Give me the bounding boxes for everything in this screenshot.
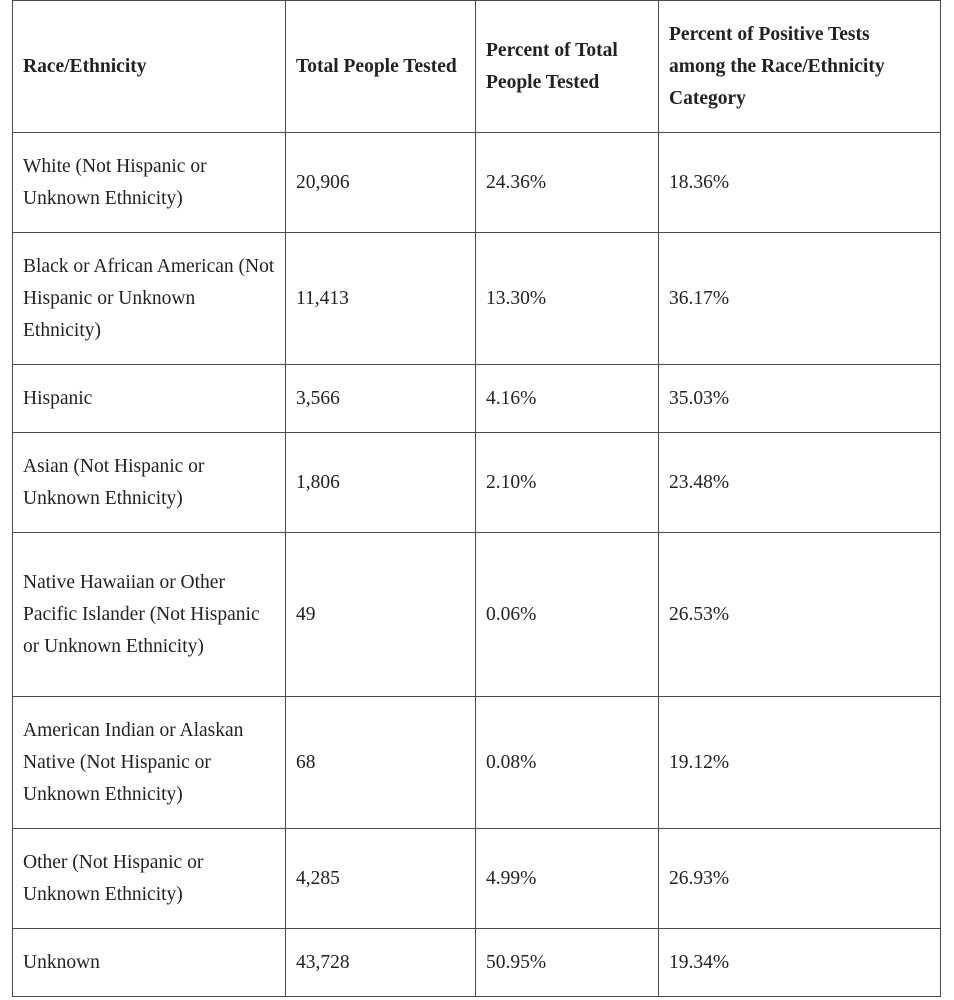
cell-percent-total: 4.99% xyxy=(476,829,659,929)
cell-race-ethnicity: Asian (Not Hispanic or Unknown Ethnicity) xyxy=(13,433,286,533)
cell-race-ethnicity: American Indian or Alaskan Native (Not Hispanic or Unknown Ethnicity) xyxy=(13,697,286,829)
cell-percent-total: 0.06% xyxy=(476,533,659,697)
cell-percent-positive: 19.12% xyxy=(659,697,941,829)
table-row xyxy=(13,929,941,997)
cell-race-ethnicity: Black or African American (Not Hispanic or Unknown Ethnicity) xyxy=(13,233,286,365)
cell-percent-total: 50.95% xyxy=(476,929,659,997)
cell-percent-positive: 26.93% xyxy=(659,829,941,929)
cell-percent-positive: 23.48% xyxy=(659,433,941,533)
cell-percent-positive: 26.53% xyxy=(659,533,941,697)
header-percent-positive: Percent of Positive Tests among the Race/Ethnicity Category xyxy=(659,1,941,133)
table-row xyxy=(13,133,941,233)
table-row xyxy=(13,433,941,533)
cell-percent-positive: 35.03% xyxy=(659,365,941,433)
cell-percent-positive: 18.36% xyxy=(659,133,941,233)
table-row xyxy=(13,697,941,829)
cell-total-tested: 20,906 xyxy=(286,133,476,233)
header-total-people-tested: Total People Tested xyxy=(286,1,476,133)
table-row xyxy=(13,233,941,365)
cell-percent-total: 13.30% xyxy=(476,233,659,365)
cell-total-tested: 1,806 xyxy=(286,433,476,533)
cell-total-tested: 49 xyxy=(286,533,476,697)
cell-race-ethnicity: Unknown xyxy=(13,929,286,997)
cell-percent-total: 0.08% xyxy=(476,697,659,829)
table-row xyxy=(13,365,941,433)
cell-total-tested: 3,566 xyxy=(286,365,476,433)
cell-percent-total: 2.10% xyxy=(476,433,659,533)
cell-total-tested: 43,728 xyxy=(286,929,476,997)
cell-percent-positive: 19.34% xyxy=(659,929,941,997)
header-percent-of-total: Percent of Total People Tested xyxy=(476,1,659,133)
table-row xyxy=(13,533,941,697)
cell-race-ethnicity: White (Not Hispanic or Unknown Ethnicity) xyxy=(13,133,286,233)
race-ethnicity-testing-table xyxy=(12,0,941,997)
table-container xyxy=(12,0,941,997)
table-header-row xyxy=(13,1,941,133)
cell-total-tested: 68 xyxy=(286,697,476,829)
table-row xyxy=(13,829,941,929)
cell-percent-positive: 36.17% xyxy=(659,233,941,365)
cell-race-ethnicity: Other (Not Hispanic or Unknown Ethnicity) xyxy=(13,829,286,929)
cell-race-ethnicity: Native Hawaiian or Other Pacific Islander (Not Hispanic or Unknown Ethnicity) xyxy=(13,533,286,697)
cell-percent-total: 4.16% xyxy=(476,365,659,433)
header-race-ethnicity: Race/Ethnicity xyxy=(13,1,286,133)
cell-total-tested: 11,413 xyxy=(286,233,476,365)
cell-total-tested: 4,285 xyxy=(286,829,476,929)
cell-percent-total: 24.36% xyxy=(476,133,659,233)
cell-race-ethnicity: Hispanic xyxy=(13,365,286,433)
